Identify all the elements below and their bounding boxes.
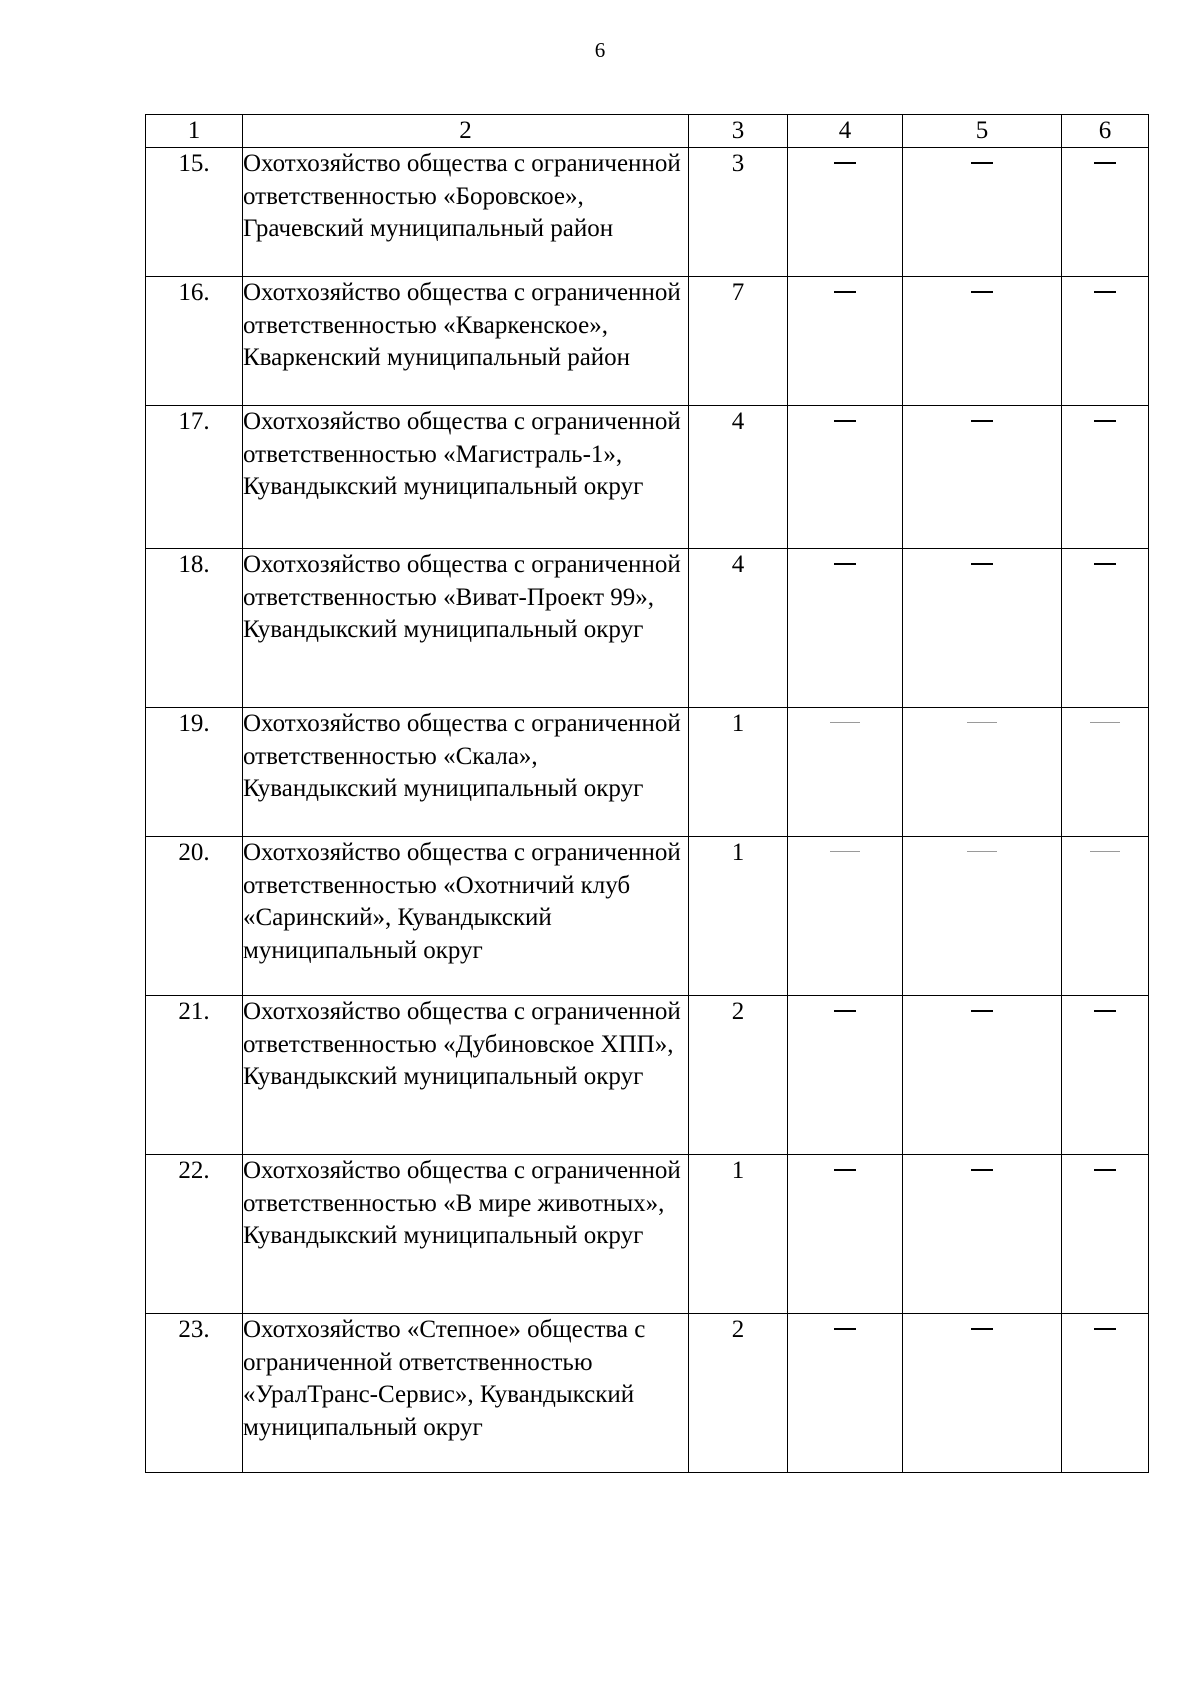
- hunting-ground-name: Охотхозяйство общества с ограниченной ответственностью «В мире животных», Кувандыкский муниципальный округ: [243, 1155, 689, 1314]
- table-row: [146, 406, 1149, 549]
- empty-cell: [903, 708, 1062, 837]
- dash-mark: [1094, 1169, 1116, 1171]
- empty-cell: [788, 837, 903, 996]
- empty-cell: [903, 406, 1062, 549]
- dash-mark: [967, 722, 997, 723]
- dash-mark: [1094, 420, 1116, 422]
- empty-cell: [1062, 549, 1149, 708]
- dash-mark: [834, 563, 856, 565]
- page-number: 6: [594, 38, 606, 62]
- column-header: 5: [903, 115, 1062, 148]
- empty-cell: [788, 148, 903, 277]
- dash-mark: [834, 1328, 856, 1330]
- row-count: 7: [689, 277, 788, 406]
- column-header: 3: [689, 115, 788, 148]
- table-row: [146, 837, 1149, 996]
- dash-mark: [971, 563, 993, 565]
- empty-cell: [1062, 837, 1149, 996]
- table-row: [146, 1314, 1149, 1473]
- empty-cell: [1062, 406, 1149, 549]
- dash-mark: [971, 1328, 993, 1330]
- row-count: 2: [689, 996, 788, 1155]
- dash-mark: [1094, 1010, 1116, 1012]
- hunting-ground-name: Охотхозяйство общества с ограниченной ответственностью «Скала», Кувандыкский муниципальный округ: [243, 708, 689, 837]
- row-count: 1: [689, 837, 788, 996]
- data-table: [145, 114, 1149, 1473]
- row-number: 17.: [146, 406, 243, 549]
- table-row: [146, 708, 1149, 837]
- column-header: 4: [788, 115, 903, 148]
- dash-mark: [834, 420, 856, 422]
- dash-mark: [971, 1010, 993, 1012]
- row-number: 23.: [146, 1314, 243, 1473]
- hunting-ground-name: Охотхозяйство общества с ограниченной ответственностью «Охотничий клуб «Саринский», Кувандыкский муниципальный округ: [243, 837, 689, 996]
- dash-mark: [971, 420, 993, 422]
- empty-cell: [788, 1314, 903, 1473]
- dash-mark: [1090, 722, 1120, 723]
- empty-cell: [788, 996, 903, 1155]
- row-count: 1: [689, 1155, 788, 1314]
- dash-mark: [834, 291, 856, 293]
- dash-mark: [1094, 563, 1116, 565]
- dash-mark: [971, 291, 993, 293]
- dash-mark: [971, 1169, 993, 1171]
- empty-cell: [903, 1314, 1062, 1473]
- empty-cell: [788, 708, 903, 837]
- empty-cell: [903, 549, 1062, 708]
- row-number: 18.: [146, 549, 243, 708]
- empty-cell: [1062, 996, 1149, 1155]
- table-header-row: [146, 115, 1149, 148]
- empty-cell: [1062, 1314, 1149, 1473]
- dash-mark: [834, 1010, 856, 1012]
- hunting-ground-name: Охотхозяйство общества с ограниченной ответственностью «Дубиновское ХПП», Кувандыкский муниципальный округ: [243, 996, 689, 1155]
- hunting-ground-name: Охотхозяйство «Степное» общества с ограниченной ответственностью «УралТранс-Сервис», Кувандыкский муниципальный округ: [243, 1314, 689, 1473]
- dash-mark: [1094, 291, 1116, 293]
- row-number: 21.: [146, 996, 243, 1155]
- column-header: 6: [1062, 115, 1149, 148]
- row-count: 4: [689, 406, 788, 549]
- dash-mark: [967, 851, 997, 852]
- dash-mark: [971, 162, 993, 164]
- row-count: 4: [689, 549, 788, 708]
- dash-mark: [1094, 1328, 1116, 1330]
- hunting-ground-name: Охотхозяйство общества с ограниченной ответственностью «Магистраль-1», Кувандыкский муниципальный округ: [243, 406, 689, 549]
- hunting-ground-name: Охотхозяйство общества с ограниченной ответственностью «Боровское», Грачевский муниципальный район: [243, 148, 689, 277]
- empty-cell: [1062, 277, 1149, 406]
- row-count: 2: [689, 1314, 788, 1473]
- table-row: [146, 148, 1149, 277]
- empty-cell: [903, 277, 1062, 406]
- empty-cell: [1062, 708, 1149, 837]
- table-row: [146, 549, 1149, 708]
- empty-cell: [903, 148, 1062, 277]
- dash-mark: [1094, 162, 1116, 164]
- dash-mark: [834, 1169, 856, 1171]
- empty-cell: [1062, 1155, 1149, 1314]
- empty-cell: [1062, 148, 1149, 277]
- row-count: 1: [689, 708, 788, 837]
- column-header: 1: [146, 115, 243, 148]
- empty-cell: [903, 837, 1062, 996]
- row-number: 22.: [146, 1155, 243, 1314]
- table-row: [146, 277, 1149, 406]
- dash-mark: [1090, 851, 1120, 852]
- empty-cell: [788, 549, 903, 708]
- dash-mark: [830, 722, 860, 723]
- row-number: 15.: [146, 148, 243, 277]
- empty-cell: [788, 1155, 903, 1314]
- empty-cell: [788, 406, 903, 549]
- column-header: 2: [243, 115, 689, 148]
- empty-cell: [903, 996, 1062, 1155]
- table-row: [146, 1155, 1149, 1314]
- dash-mark: [834, 162, 856, 164]
- hunting-ground-name: Охотхозяйство общества с ограниченной ответственностью «Виват-Проект 99», Кувандыкский муниципальный округ: [243, 549, 689, 708]
- row-number: 20.: [146, 837, 243, 996]
- table-row: [146, 996, 1149, 1155]
- empty-cell: [903, 1155, 1062, 1314]
- row-count: 3: [689, 148, 788, 277]
- dash-mark: [830, 851, 860, 852]
- empty-cell: [788, 277, 903, 406]
- row-number: 19.: [146, 708, 243, 837]
- row-number: 16.: [146, 277, 243, 406]
- hunting-ground-name: Охотхозяйство общества с ограниченной ответственностью «Кваркенское», Кваркенский муниципальный район: [243, 277, 689, 406]
